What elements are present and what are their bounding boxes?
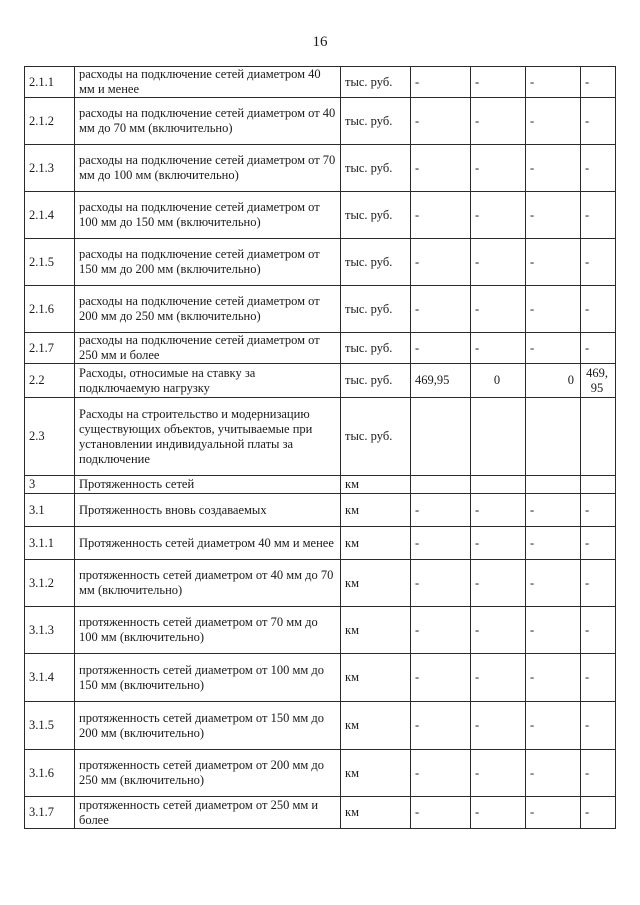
- unit-cell: км: [341, 702, 411, 750]
- table-row: [25, 607, 616, 654]
- unit-cell: км: [341, 607, 411, 654]
- row-number-cell: 2.1.2: [25, 98, 75, 145]
- unit-cell: км: [341, 750, 411, 797]
- row-number-cell: 3: [25, 476, 75, 494]
- description-cell: протяженность сетей диаметром от 250 мм и более: [75, 797, 341, 829]
- row-number-cell: 2.3: [25, 398, 75, 476]
- value-cell-1: -: [411, 192, 471, 239]
- table-row: [25, 364, 616, 398]
- description-cell: протяженность сетей диаметром от 100 мм до 150 мм (включительно): [75, 654, 341, 702]
- description-cell: расходы на подключение сетей диаметром 40 мм и менее: [75, 67, 341, 98]
- value-cell-1: [411, 476, 471, 494]
- value-cell-2: -: [471, 98, 526, 145]
- description-cell: Протяженность вновь создаваемых: [75, 494, 341, 527]
- unit-cell: тыс. руб.: [341, 286, 411, 333]
- value-cell-3: -: [526, 98, 581, 145]
- page-number: 16: [312, 34, 328, 50]
- value-cell-4: [581, 398, 616, 476]
- value-cell-4: -: [581, 192, 616, 239]
- table-row: [25, 98, 616, 145]
- table-row: [25, 750, 616, 797]
- value-cell-4: -: [581, 67, 616, 98]
- value-cell-2: -: [471, 654, 526, 702]
- value-cell-1: -: [411, 750, 471, 797]
- value-cell-3: -: [526, 145, 581, 192]
- value-cell-1: -: [411, 607, 471, 654]
- row-number-cell: 2.1.6: [25, 286, 75, 333]
- value-cell-1: -: [411, 560, 471, 607]
- row-number-cell: 3.1.5: [25, 702, 75, 750]
- value-cell-4: -: [581, 286, 616, 333]
- value-cell-3: -: [526, 239, 581, 286]
- value-cell-1: -: [411, 145, 471, 192]
- table-row: [25, 67, 616, 98]
- cost-table: [24, 66, 616, 829]
- description-cell: Расходы на строительство и модернизацию существующих объектов, учитываемые при установлении индивидуальной платы за подключение: [75, 398, 341, 476]
- table-row: [25, 702, 616, 750]
- value-cell-4: -: [581, 145, 616, 192]
- table-row: [25, 398, 616, 476]
- value-cell-4: 469, 95: [581, 364, 616, 398]
- row-number-cell: 2.1.1: [25, 67, 75, 98]
- row-number-cell: 3.1.1: [25, 527, 75, 560]
- unit-cell: тыс. руб.: [341, 145, 411, 192]
- row-number-cell: 2.2: [25, 364, 75, 398]
- value-cell-2: -: [471, 560, 526, 607]
- value-cell-2: -: [471, 607, 526, 654]
- value-cell-2: -: [471, 527, 526, 560]
- value-cell-3: -: [526, 67, 581, 98]
- value-cell-1: -: [411, 239, 471, 286]
- value-cell-3: -: [526, 333, 581, 364]
- value-cell-3: -: [526, 607, 581, 654]
- value-cell-3: -: [526, 654, 581, 702]
- table-row: [25, 797, 616, 829]
- value-cell-1: -: [411, 494, 471, 527]
- description-cell: протяженность сетей диаметром от 40 мм до 70 мм (включительно): [75, 560, 341, 607]
- description-cell: протяженность сетей диаметром от 70 мм до 100 мм (включительно): [75, 607, 341, 654]
- row-number-cell: 3.1.3: [25, 607, 75, 654]
- value-cell-3: -: [526, 192, 581, 239]
- description-cell: Протяженность сетей диаметром 40 мм и менее: [75, 527, 341, 560]
- value-cell-2: -: [471, 333, 526, 364]
- value-cell-3: -: [526, 560, 581, 607]
- unit-cell: тыс. руб.: [341, 333, 411, 364]
- value-cell-4: -: [581, 750, 616, 797]
- value-cell-2: -: [471, 67, 526, 98]
- table-row: [25, 527, 616, 560]
- row-number-cell: 3.1.7: [25, 797, 75, 829]
- value-cell-2: -: [471, 239, 526, 286]
- unit-cell: тыс. руб.: [341, 398, 411, 476]
- value-cell-4: -: [581, 654, 616, 702]
- row-number-cell: 3.1.2: [25, 560, 75, 607]
- unit-cell: км: [341, 476, 411, 494]
- value-cell-2: 0: [471, 364, 526, 398]
- value-cell-1: -: [411, 527, 471, 560]
- unit-cell: тыс. руб.: [341, 67, 411, 98]
- table-row: [25, 239, 616, 286]
- row-number-cell: 3.1.6: [25, 750, 75, 797]
- value-cell-4: [581, 476, 616, 494]
- value-cell-1: -: [411, 702, 471, 750]
- value-cell-4: -: [581, 702, 616, 750]
- value-cell-2: -: [471, 286, 526, 333]
- value-cell-4: -: [581, 98, 616, 145]
- table-row: [25, 333, 616, 364]
- value-cell-2: -: [471, 494, 526, 527]
- row-number-cell: 3.1.4: [25, 654, 75, 702]
- value-cell-4: -: [581, 239, 616, 286]
- description-cell: протяженность сетей диаметром от 150 мм до 200 мм (включительно): [75, 702, 341, 750]
- value-cell-3: -: [526, 797, 581, 829]
- unit-cell: тыс. руб.: [341, 364, 411, 398]
- unit-cell: км: [341, 527, 411, 560]
- table-row: [25, 145, 616, 192]
- row-number-cell: 2.1.5: [25, 239, 75, 286]
- value-cell-3: -: [526, 702, 581, 750]
- unit-cell: тыс. руб.: [341, 239, 411, 286]
- table-row: [25, 476, 616, 494]
- value-cell-4: -: [581, 797, 616, 829]
- unit-cell: км: [341, 560, 411, 607]
- unit-cell: тыс. руб.: [341, 192, 411, 239]
- value-cell-1: [411, 398, 471, 476]
- value-cell-2: -: [471, 797, 526, 829]
- unit-cell: км: [341, 797, 411, 829]
- value-cell-2: -: [471, 192, 526, 239]
- value-cell-2: [471, 398, 526, 476]
- value-cell-4: -: [581, 333, 616, 364]
- value-cell-1: -: [411, 98, 471, 145]
- value-cell-1: 469,95: [411, 364, 471, 398]
- value-cell-2: [471, 476, 526, 494]
- value-cell-4: -: [581, 607, 616, 654]
- value-cell-3: -: [526, 286, 581, 333]
- description-cell: расходы на подключение сетей диаметром от 150 мм до 200 мм (включительно): [75, 239, 341, 286]
- description-cell: расходы на подключение сетей диаметром от 250 мм и более: [75, 333, 341, 364]
- value-cell-1: -: [411, 797, 471, 829]
- value-cell-2: -: [471, 750, 526, 797]
- value-cell-1: -: [411, 286, 471, 333]
- row-number-cell: 3.1: [25, 494, 75, 527]
- unit-cell: км: [341, 654, 411, 702]
- value-cell-1: -: [411, 67, 471, 98]
- row-number-cell: 2.1.4: [25, 192, 75, 239]
- value-cell-2: -: [471, 702, 526, 750]
- value-cell-3: [526, 476, 581, 494]
- value-cell-3: -: [526, 527, 581, 560]
- table-row: [25, 654, 616, 702]
- value-cell-1: -: [411, 654, 471, 702]
- value-cell-3: -: [526, 494, 581, 527]
- value-cell-4: -: [581, 494, 616, 527]
- table-row: [25, 494, 616, 527]
- value-cell-4: -: [581, 527, 616, 560]
- unit-cell: км: [341, 494, 411, 527]
- value-cell-4: -: [581, 560, 616, 607]
- description-cell: Расходы, относимые на ставку за подключаемую нагрузку: [75, 364, 341, 398]
- description-cell: расходы на подключение сетей диаметром от 200 мм до 250 мм (включительно): [75, 286, 341, 333]
- value-cell-3: 0: [526, 364, 581, 398]
- value-cell-3: -: [526, 750, 581, 797]
- description-cell: расходы на подключение сетей диаметром от 100 мм до 150 мм (включительно): [75, 192, 341, 239]
- unit-cell: тыс. руб.: [341, 98, 411, 145]
- description-cell: Протяженность сетей: [75, 476, 341, 494]
- table-row: [25, 286, 616, 333]
- description-cell: протяженность сетей диаметром от 200 мм до 250 мм (включительно): [75, 750, 341, 797]
- description-cell: расходы на подключение сетей диаметром от 40 мм до 70 мм (включительно): [75, 98, 341, 145]
- value-cell-2: -: [471, 145, 526, 192]
- table-row: [25, 192, 616, 239]
- description-cell: расходы на подключение сетей диаметром от 70 мм до 100 мм (включительно): [75, 145, 341, 192]
- row-number-cell: 2.1.7: [25, 333, 75, 364]
- row-number-cell: 2.1.3: [25, 145, 75, 192]
- value-cell-3: [526, 398, 581, 476]
- value-cell-1: -: [411, 333, 471, 364]
- table-row: [25, 560, 616, 607]
